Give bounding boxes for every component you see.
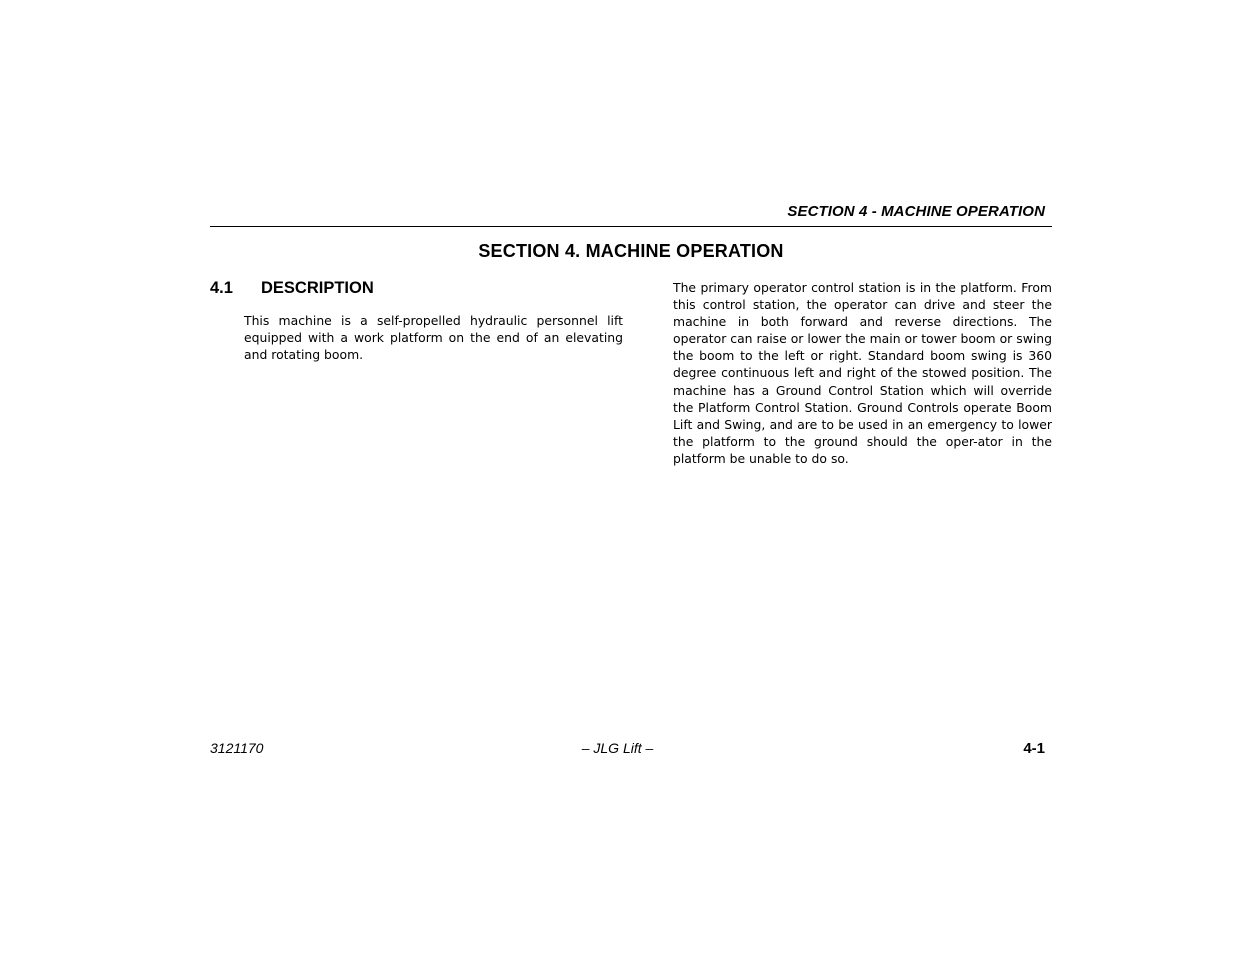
description-paragraph-left: This machine is a self-propelled hydraulic personnel lift equipped with a work platform on the end of an elevating and rotating boom. — [244, 313, 623, 363]
subsection-title: DESCRIPTION — [261, 279, 374, 297]
footer-document-number: 3121170 — [210, 740, 264, 756]
description-paragraph-right: The primary operator control station is in the platform. From this control station, the operator can drive and steer the machine in both forward and reverse directions. The operator can raise or lower the main or tower boom or swing the boom to the left or right. Standard boom swing is 360 degree continuous left and right of the stowed position. The machine has a Ground Control Station which will override the Platform Control Station. Ground Controls operate Boom Lift and Swing, and are to be used in an emergency to lower the platform to the ground should the oper-ator in the platform be unable to do so. — [673, 280, 1052, 466]
header-rule — [210, 226, 1052, 227]
subsection-number: 4.1 — [210, 279, 233, 297]
subsection-heading — [210, 279, 374, 298]
footer-brand: – JLG Lift – — [581, 740, 654, 756]
section-title: SECTION 4. MACHINE OPERATION — [478, 241, 784, 261]
footer-page-number: 4-1 — [1023, 740, 1045, 757]
running-header-title: SECTION 4 - MACHINE OPERATION — [787, 203, 1045, 220]
